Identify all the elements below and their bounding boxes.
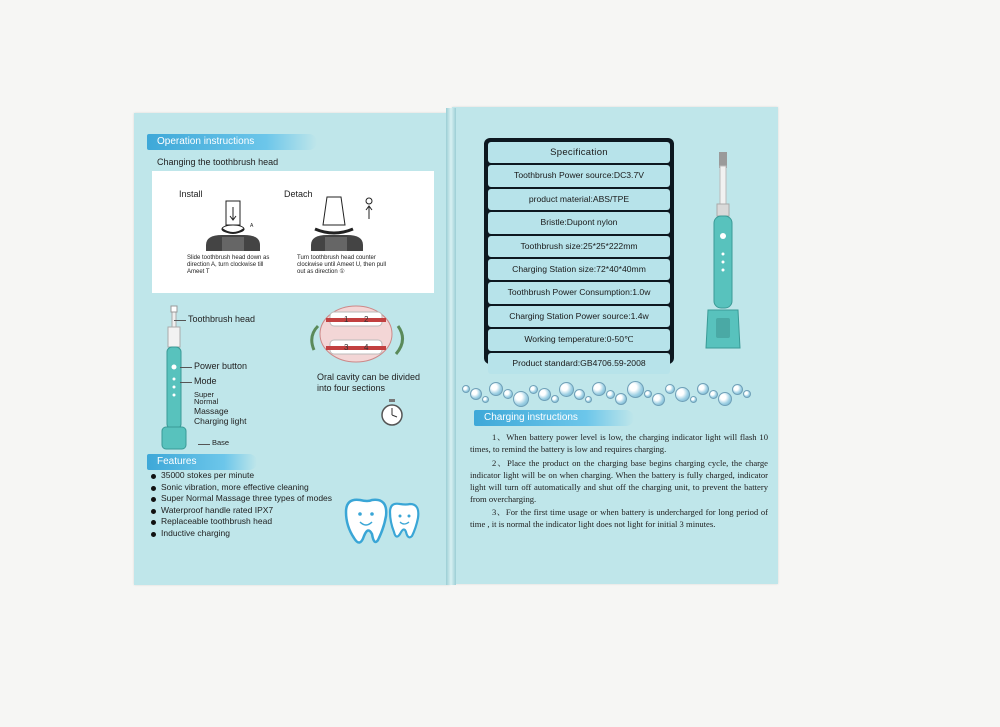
features-title: Features <box>157 456 197 467</box>
bubble-dot <box>489 382 503 396</box>
install-detach-panel <box>152 171 434 293</box>
bubble-dot <box>697 383 709 395</box>
features-list <box>151 470 332 539</box>
bubble-dot <box>718 392 732 406</box>
detach-caption: Turn toothbrush head counter clockwise until Ameet U, then pull out as direction ① <box>297 255 387 275</box>
bubble-dot <box>529 385 538 394</box>
detach-diagram-icon <box>297 193 377 253</box>
tooth-mascots-icon <box>338 494 428 554</box>
bubble-dot <box>690 396 697 403</box>
list-item: Super Normal Massage three types of modes <box>151 493 332 505</box>
install-caption: Slide toothbrush head down as direction A, turn clockwise till Ameet T <box>187 255 270 275</box>
oral-cavity-caption: Oral cavity can be divided into four sections <box>317 372 421 393</box>
oral-cavity-icon <box>308 296 408 368</box>
quadrant-1: 1 <box>344 315 349 324</box>
bubble-dot <box>503 389 513 399</box>
spec-row: product material:ABS/TPE <box>488 189 670 210</box>
bubble-dot <box>470 388 482 400</box>
charging-paragraph: 3、For the first time usage or when battery is undercharged for long period of time , it is normal the indicator light does not light for initial 3 minutes. <box>470 507 768 530</box>
bubble-dot <box>574 389 585 400</box>
bubble-dot <box>551 395 559 403</box>
spec-row: Charging Station Power source:1.4w <box>488 306 670 327</box>
install-diagram-icon <box>192 199 272 253</box>
bubble-dot <box>743 390 751 398</box>
detach-label: Detach <box>284 189 313 199</box>
charging-instructions-banner <box>474 410 634 426</box>
power-button-callout: Power button <box>194 361 248 371</box>
quadrant-4: 4 <box>364 343 369 352</box>
base-callout: Base <box>212 438 230 447</box>
toothbrush-icon <box>158 305 190 455</box>
install-label: Install <box>179 189 203 199</box>
toothbrush-on-stand-icon <box>700 150 746 360</box>
spec-row: Charging Station size:72*40*40mm <box>488 259 670 280</box>
bubble-dot <box>606 390 615 399</box>
bubble-dot <box>644 390 652 398</box>
spec-row: Toothbrush Power Consumption:1.0w <box>488 282 670 303</box>
mode-callout: Mode <box>194 376 217 386</box>
changing-head-label: Changing the toothbrush head <box>157 157 279 167</box>
bubble-dot <box>462 385 470 393</box>
massage-label: Massage <box>194 406 229 416</box>
charging-instructions-body <box>470 432 768 533</box>
list-item: Waterproof handle rated IPX7 <box>151 505 332 517</box>
toothbrush-head-callout: Toothbrush head <box>188 314 256 324</box>
bubble-dot <box>538 388 551 401</box>
normal-label: Normal <box>194 397 219 406</box>
list-item: Sonic vibration, more effective cleaning <box>151 482 332 494</box>
bubble-dot <box>652 393 665 406</box>
bubble-dot <box>513 391 529 407</box>
booklet-spine <box>446 108 456 585</box>
operation-instructions-banner <box>147 134 317 150</box>
charging-paragraph: 2、Place the product on the charging base begins charging cycle, the charge indicator light will be on when charging. When the battery is fully charged, indicator light will turn off automatically and shut off the charging unit, to prevent the battery from overcharging. <box>470 457 768 504</box>
quadrant-2: 2 <box>364 315 369 324</box>
svg-text:A: A <box>250 223 254 229</box>
bubble-dot <box>559 382 574 397</box>
charging-instructions-title: Charging instructions <box>484 412 578 423</box>
bubble-dot <box>665 384 675 394</box>
spec-row: Toothbrush Power source:DC3.7V <box>488 165 670 186</box>
bubble-dot <box>675 387 690 402</box>
bubble-dot <box>709 390 718 399</box>
features-banner <box>147 454 257 470</box>
quadrant-3: 3 <box>344 343 349 352</box>
list-item: Replaceable toothbrush head <box>151 516 332 528</box>
bubble-dot <box>732 384 743 395</box>
operation-instructions-title: Operation instructions <box>157 136 255 147</box>
bubble-dot <box>585 396 592 403</box>
spec-row: Bristle:Dupont nylon <box>488 212 670 233</box>
charging-paragraph: 1、When battery power level is low, the charging indicator light will flash 10 times, to remind the battery is low and requires charging. <box>470 432 768 454</box>
charging-light-callout: Charging light <box>194 416 247 426</box>
list-item: Inductive charging <box>151 528 332 540</box>
bubble-dot <box>482 396 489 403</box>
bubble-dot <box>615 393 627 405</box>
stopwatch-icon <box>381 398 403 428</box>
specification-title: Specification <box>488 142 670 163</box>
bubbles-decoration <box>462 376 774 406</box>
bubble-dot <box>592 382 606 396</box>
spec-row: Toothbrush size:25*25*222mm <box>488 236 670 257</box>
specification-panel <box>484 138 674 368</box>
super-label: Super <box>194 390 215 399</box>
list-item: 35000 stokes per minute <box>151 470 332 482</box>
spec-row: Working temperature:0-50℃ <box>488 329 670 350</box>
bubble-dot <box>627 381 644 398</box>
spec-row: Product standard:GB4706.59-2008 <box>488 353 670 374</box>
